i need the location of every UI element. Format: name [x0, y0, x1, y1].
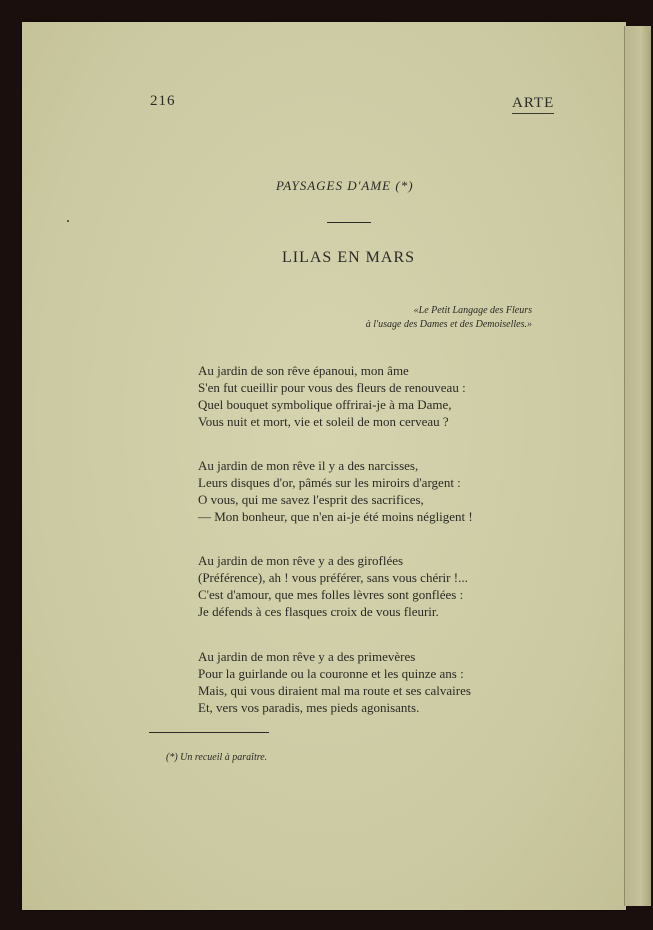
epigraph-line: à l'usage des Dames et des Demoiselles.»: [365, 319, 532, 330]
stanza-3: [198, 552, 518, 620]
title-divider: [327, 222, 371, 223]
running-header-title: ARTE: [512, 95, 554, 114]
verse-line: (Préférence), ah ! vous préférer, sans vous chérir !...: [198, 570, 468, 585]
verse-line: Quel bouquet symbolique offrirai-je à ma Dame,: [198, 397, 452, 412]
footnote: (*) Un recueil à paraître.: [166, 752, 268, 763]
verse-line: — Mon bonheur, que n'en ai-je été moins négligent !: [198, 509, 473, 524]
ink-mark: [67, 220, 69, 222]
verse-line: Mais, qui vous diraient mal ma route et ses calvaires: [198, 683, 471, 698]
verse-line: Leurs disques d'or, pâmés sur les miroirs d'argent :: [198, 475, 461, 490]
epigraph: [330, 304, 532, 332]
verse-line: Au jardin de mon rêve y a des giroflées: [198, 553, 404, 568]
epigraph-line: «Le Petit Langage des Fleurs: [413, 305, 532, 316]
verse-line: Je défends à ces flasques croix de vous fleurir.: [198, 604, 439, 619]
verse-line: C'est d'amour, que mes folles lèvres sont gonflées :: [198, 587, 464, 602]
stanza-4: [198, 648, 518, 716]
verse-line: Au jardin de mon rêve il y a des narcisses,: [198, 458, 419, 473]
verse-line: Au jardin de mon rêve y a des primevères: [198, 649, 416, 664]
verse-line: Au jardin de son rêve épanoui, mon âme: [198, 363, 409, 378]
stanza-2: [198, 457, 518, 525]
verse-line: Vous nuit et mort, vie et soleil de mon cerveau ?: [198, 414, 449, 429]
stanza-1: [198, 362, 518, 430]
collection-title: PAYSAGES D'AME (*): [276, 178, 414, 193]
verse-line: S'en fut cueillir pour vous des fleurs de renouveau :: [198, 380, 466, 395]
verse-line: Et, vers vos paradis, mes pieds agonisants.: [198, 700, 420, 715]
footnote-divider: [149, 732, 269, 733]
verse-line: Pour la guirlande ou la couronne et les quinze ans :: [198, 666, 464, 681]
poem-title: LILAS EN MARS: [282, 249, 416, 266]
page-number: 216: [150, 93, 176, 109]
verse-line: O vous, qui me savez l'esprit des sacrifices,: [198, 492, 424, 507]
next-page-edge: [624, 26, 651, 906]
